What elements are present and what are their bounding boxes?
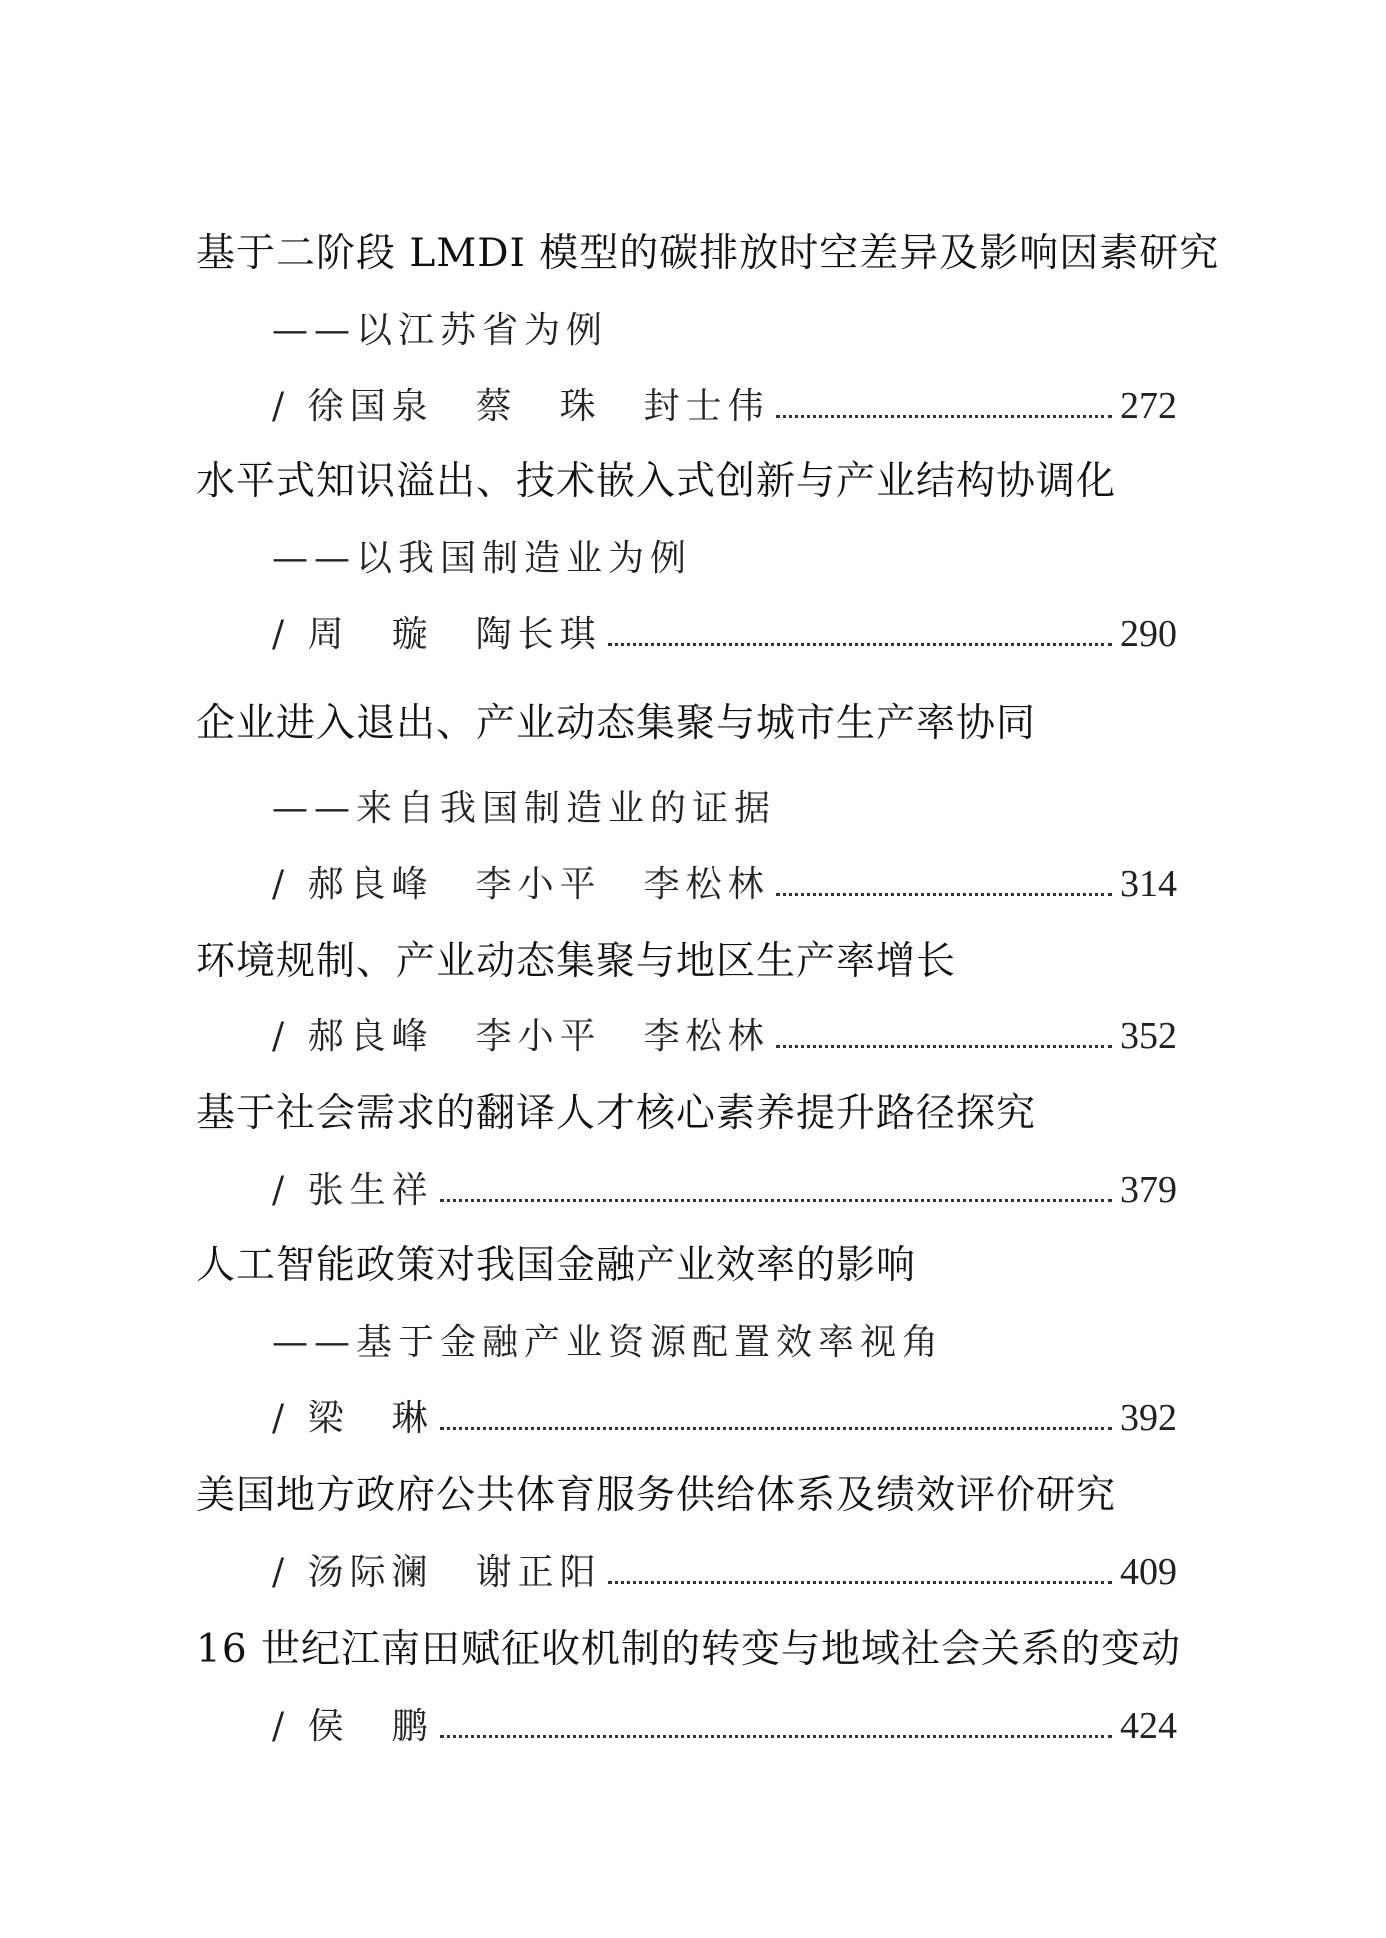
toc-entry-authors: / 张生祥 xyxy=(272,1170,434,1211)
toc-entry-authors: / 徐国泉 蔡 珠 封士伟 xyxy=(272,386,770,427)
toc-entry-authors: / 汤际澜 谢正阳 xyxy=(272,1552,602,1593)
toc-entry-authors: / 侯 鹏 xyxy=(272,1706,434,1747)
toc-entry-authors: / 梁 琳 xyxy=(272,1398,434,1439)
toc-entry-author-row[interactable] xyxy=(272,1162,1177,1213)
toc-entry-author-row[interactable] xyxy=(272,378,1177,429)
toc-entry-page-number: 379 xyxy=(1120,1169,1177,1211)
dot-leader xyxy=(440,1734,1112,1738)
dot-leader xyxy=(440,1426,1112,1430)
dot-leader xyxy=(776,1044,1112,1048)
toc-entry-page-number: 352 xyxy=(1120,1015,1177,1057)
toc-entry-author-row[interactable] xyxy=(272,606,1177,657)
toc-entry-title[interactable]: 基于二阶段 LMDI 模型的碳排放时空差异及影响因素研究 xyxy=(196,231,1220,276)
toc-entry-author-row[interactable] xyxy=(272,1008,1177,1059)
toc-entry-title[interactable]: 基于社会需求的翻译人才核心素养提升路径探究 xyxy=(196,1091,1037,1136)
toc-entry-subtitle: ——以我国制造业为例 xyxy=(272,538,693,579)
toc-entry-title[interactable]: 企业进入退出、产业动态集聚与城市生产率协同 xyxy=(196,701,1037,746)
toc-entry-page-number: 290 xyxy=(1120,613,1177,655)
toc-entry-subtitle: ——基于金融产业资源配置效率视角 xyxy=(272,1322,945,1363)
toc-entry-author-row[interactable] xyxy=(272,856,1177,907)
toc-entry-page-number: 424 xyxy=(1120,1705,1177,1747)
toc-entry-author-row[interactable] xyxy=(272,1698,1177,1749)
toc-entry-authors: / 郝良峰 李小平 李松林 xyxy=(272,864,770,905)
toc-entry-authors: / 郝良峰 李小平 李松林 xyxy=(272,1016,770,1057)
toc-entry-author-row[interactable] xyxy=(272,1544,1177,1595)
toc-entry-title[interactable]: 环境规制、产业动态集聚与地区生产率增长 xyxy=(196,939,957,984)
toc-entry-title[interactable]: 美国地方政府公共体育服务供给体系及绩效评价研究 xyxy=(196,1473,1117,1518)
toc-entry-page-number: 392 xyxy=(1120,1397,1177,1439)
toc-entry-page-number: 409 xyxy=(1120,1551,1177,1593)
toc-entry-page-number: 314 xyxy=(1120,863,1177,905)
toc-entry-title[interactable]: 人工智能政策对我国金融产业效率的影响 xyxy=(196,1243,917,1288)
dot-leader xyxy=(776,414,1112,418)
dot-leader xyxy=(608,642,1112,646)
toc-entry-title[interactable]: 水平式知识溢出、技术嵌入式创新与产业结构协调化 xyxy=(196,459,1117,504)
dot-leader xyxy=(776,892,1112,896)
toc-entry-authors: / 周 璇 陶长琪 xyxy=(272,614,602,655)
toc-entry-title[interactable]: 16 世纪江南田赋征收机制的转变与地域社会关系的变动 xyxy=(196,1627,1182,1672)
toc-entry-subtitle: ——以江苏省为例 xyxy=(272,310,609,351)
dot-leader xyxy=(440,1198,1112,1202)
toc-entry-author-row[interactable] xyxy=(272,1390,1177,1441)
dot-leader xyxy=(608,1580,1112,1584)
toc-entry-page-number: 272 xyxy=(1120,385,1177,427)
toc-entry-subtitle: ——来自我国制造业的证据 xyxy=(272,788,777,829)
